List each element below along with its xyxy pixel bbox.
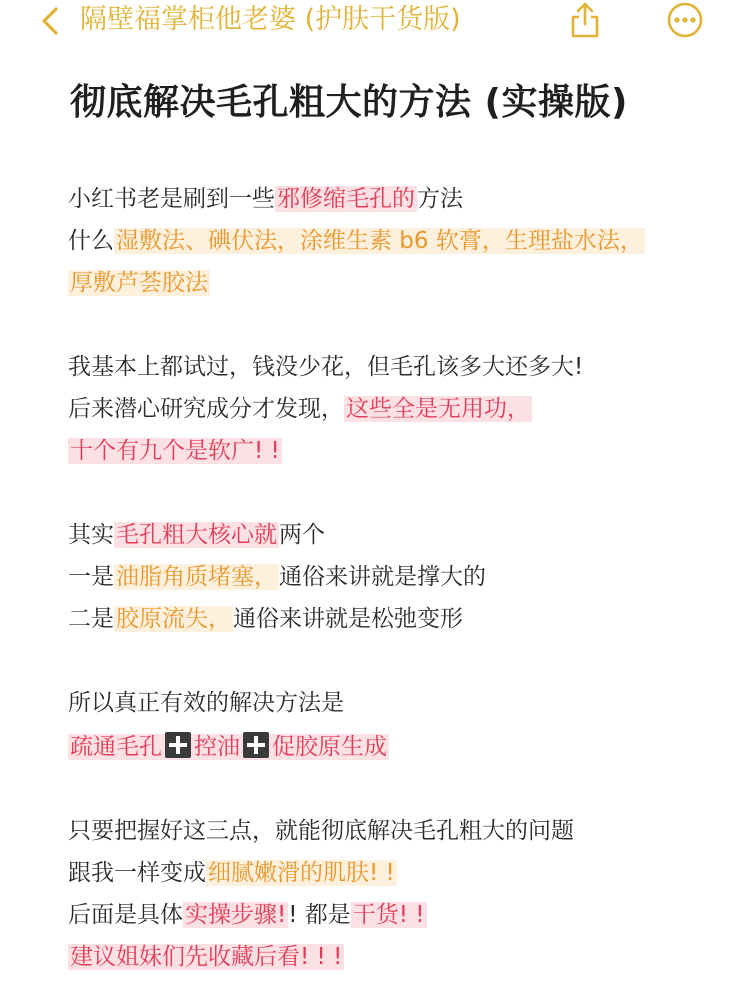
text-segment: 方法 bbox=[417, 186, 463, 212]
body-line bbox=[68, 432, 282, 470]
highlight-pink: 实操步骤! bbox=[185, 902, 287, 928]
highlight-pink: 建议姐妹们先收藏后看! ! ! bbox=[70, 944, 343, 970]
share-button[interactable] bbox=[566, 0, 604, 40]
back-button[interactable] bbox=[36, 6, 64, 36]
text-segment: 一是 bbox=[68, 564, 114, 590]
nav-bar bbox=[0, 0, 743, 44]
plus-icon bbox=[243, 732, 269, 758]
text-segment: 促胶原生成 bbox=[272, 734, 387, 760]
text-segment: 后来潜心研究成分才发现， bbox=[68, 396, 344, 422]
text-segment: 控油 bbox=[194, 734, 240, 760]
plus-icon bbox=[165, 732, 191, 758]
text-segment: 小红书老是刷到一些 bbox=[68, 186, 275, 212]
highlight-orange: 胶原流失， bbox=[116, 606, 231, 632]
text-segment: 两个 bbox=[279, 522, 325, 548]
text-segment: 只要把握好这三点，就能彻底解决毛孔粗大的问题 bbox=[68, 818, 574, 844]
body-line bbox=[68, 896, 427, 934]
body-line bbox=[68, 600, 463, 638]
more-button[interactable] bbox=[665, 2, 705, 38]
highlight-pink: 干货! ! bbox=[352, 902, 425, 928]
text-segment: 什么 bbox=[68, 228, 114, 254]
highlight-pink: 这些全是无用功， bbox=[346, 396, 530, 422]
body-line bbox=[68, 390, 532, 428]
body-line bbox=[68, 938, 344, 976]
text-segment: 跟我一样变成 bbox=[68, 860, 206, 886]
body-line bbox=[68, 854, 397, 892]
text-segment: 通俗来讲就是撑大的 bbox=[279, 564, 486, 590]
note-title: 彻底解决毛孔粗大的方法 (实操版) bbox=[70, 82, 628, 123]
highlight-orange: 细腻嫩滑的肌肤! ! bbox=[208, 860, 395, 886]
share-icon bbox=[568, 1, 602, 39]
body-line bbox=[68, 728, 389, 766]
text-segment: 二是 bbox=[68, 606, 114, 632]
text-segment: 其实 bbox=[68, 522, 114, 548]
more-icon bbox=[666, 2, 704, 38]
text-segment: 所以真正有效的解决方法是 bbox=[68, 690, 344, 716]
highlight-pink: 毛孔粗大核心就 bbox=[116, 522, 277, 548]
highlight-orange: 油脂角质堵塞， bbox=[116, 564, 277, 590]
text-segment: 通俗来讲就是松弛变形 bbox=[233, 606, 463, 632]
body-line bbox=[68, 180, 463, 218]
body-line bbox=[68, 222, 645, 260]
text-segment: 后面是具体 bbox=[68, 902, 183, 928]
body-line bbox=[68, 264, 210, 302]
text-segment: ! 都是 bbox=[288, 902, 351, 928]
highlight-pink bbox=[68, 734, 389, 760]
text-segment: 疏通毛孔 bbox=[70, 734, 162, 760]
highlight-orange: 厚敷芦荟胶法 bbox=[70, 270, 208, 296]
body-line bbox=[68, 516, 325, 554]
body-line bbox=[68, 558, 486, 596]
chevron-left-icon bbox=[39, 6, 61, 36]
highlight-pink: 邪修缩毛孔的 bbox=[277, 186, 415, 212]
highlight-pink: 十个有九个是软广! ! bbox=[70, 438, 280, 464]
text-segment: 我基本上都试过，钱没少花，但毛孔该多大还多大! bbox=[68, 354, 584, 380]
nav-title: 隔壁福掌柜他老婆 (护肤干货版) bbox=[80, 4, 461, 35]
body-line bbox=[68, 812, 574, 850]
highlight-orange: 湿敷法、碘伏法，涂维生素 b6 软膏，生理盐水法， bbox=[116, 228, 643, 254]
body-line bbox=[68, 348, 583, 386]
body-line bbox=[68, 684, 344, 722]
